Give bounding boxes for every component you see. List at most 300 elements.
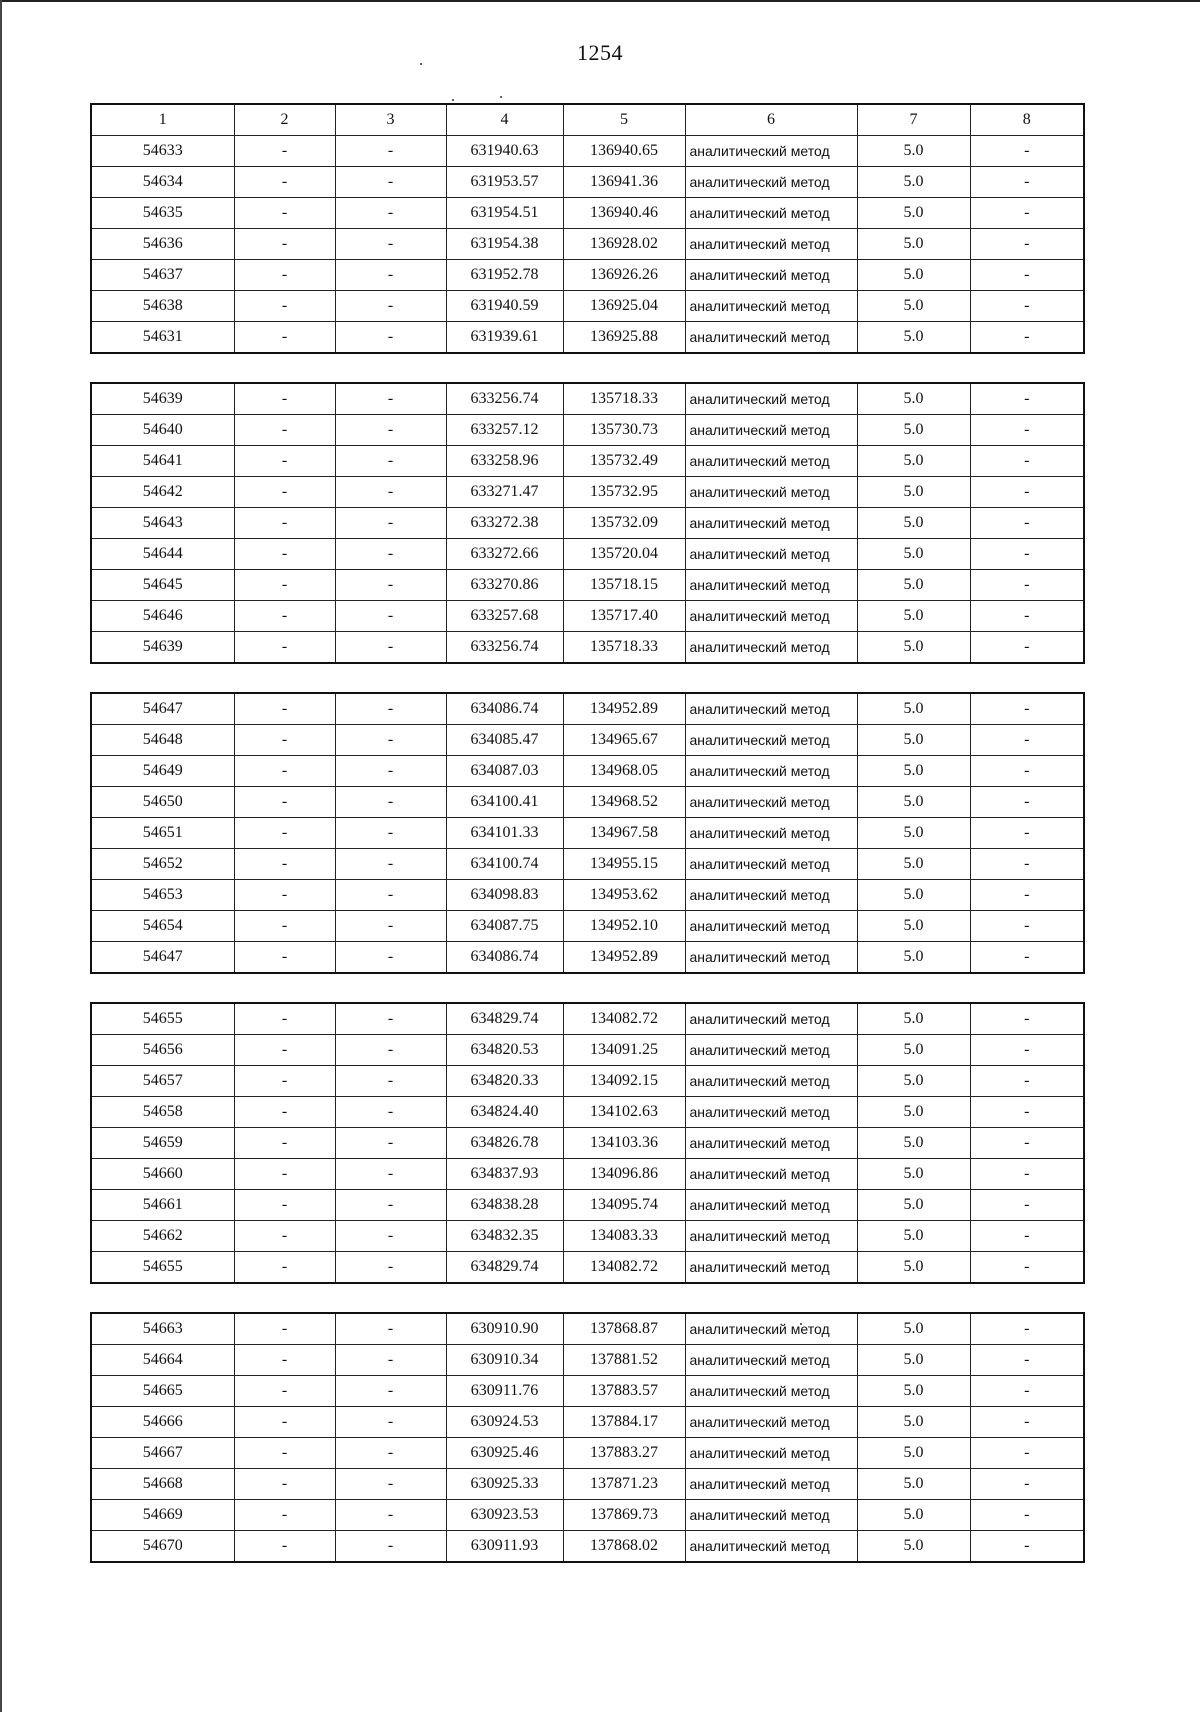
cell-col-8: - xyxy=(970,787,1084,818)
table-row xyxy=(91,1035,1084,1066)
cell-point-number: 54636 xyxy=(91,229,234,260)
cell-col-8: - xyxy=(970,1190,1084,1221)
cell-point-number: 54634 xyxy=(91,167,234,198)
cell-point-number: 54641 xyxy=(91,446,234,477)
cell-coord-x: 631952.78 xyxy=(446,260,563,291)
cell-col-8: - xyxy=(970,818,1084,849)
cell-point-number: 54644 xyxy=(91,539,234,570)
table-row xyxy=(91,1252,1084,1284)
cell-col-2: - xyxy=(234,477,335,508)
table-row xyxy=(91,1531,1084,1563)
cell-method: аналитический метод xyxy=(685,260,857,291)
cell-accuracy: 5.0 xyxy=(857,1376,970,1407)
cell-coord-y: 134091.25 xyxy=(563,1035,685,1066)
cell-col-2: - xyxy=(234,229,335,260)
cell-col-3: - xyxy=(335,1469,446,1500)
cell-method: аналитический метод xyxy=(685,818,857,849)
cell-point-number: 54657 xyxy=(91,1066,234,1097)
cell-col-2: - xyxy=(234,1438,335,1469)
cell-point-number: 54639 xyxy=(91,632,234,664)
cell-col-3: - xyxy=(335,1159,446,1190)
cell-col-2: - xyxy=(234,880,335,911)
cell-accuracy: 5.0 xyxy=(857,1500,970,1531)
cell-col-3: - xyxy=(335,477,446,508)
cell-point-number: 54658 xyxy=(91,1097,234,1128)
cell-col-3: - xyxy=(335,1438,446,1469)
cell-coord-y: 134965.67 xyxy=(563,725,685,756)
cell-method: аналитический метод xyxy=(685,167,857,198)
cell-col-2: - xyxy=(234,1252,335,1284)
block-gap xyxy=(90,974,1083,1002)
cell-accuracy: 5.0 xyxy=(857,756,970,787)
column-header: 4 xyxy=(446,104,563,136)
cell-coord-y: 134092.15 xyxy=(563,1066,685,1097)
cell-coord-x: 634101.33 xyxy=(446,818,563,849)
cell-point-number: 54653 xyxy=(91,880,234,911)
cell-method: аналитический метод xyxy=(685,1035,857,1066)
cell-method: аналитический метод xyxy=(685,198,857,229)
cell-method: аналитический метод xyxy=(685,1252,857,1284)
cell-accuracy: 5.0 xyxy=(857,880,970,911)
cell-coord-y: 137883.57 xyxy=(563,1376,685,1407)
cell-col-3: - xyxy=(335,1003,446,1035)
table-row xyxy=(91,725,1084,756)
cell-accuracy: 5.0 xyxy=(857,136,970,167)
cell-coord-y: 136941.36 xyxy=(563,167,685,198)
table-row xyxy=(91,260,1084,291)
cell-col-3: - xyxy=(335,167,446,198)
table-row xyxy=(91,1313,1084,1345)
column-header: 8 xyxy=(970,104,1084,136)
cell-accuracy: 5.0 xyxy=(857,539,970,570)
cell-accuracy: 5.0 xyxy=(857,322,970,354)
cell-col-3: - xyxy=(335,383,446,415)
cell-accuracy: 5.0 xyxy=(857,1128,970,1159)
cell-point-number: 54655 xyxy=(91,1252,234,1284)
cell-coord-x: 631954.51 xyxy=(446,198,563,229)
cell-point-number: 54661 xyxy=(91,1190,234,1221)
cell-accuracy: 5.0 xyxy=(857,1407,970,1438)
cell-method: аналитический метод xyxy=(685,693,857,725)
table-row xyxy=(91,415,1084,446)
cell-accuracy: 5.0 xyxy=(857,601,970,632)
cell-col-3: - xyxy=(335,136,446,167)
cell-coord-y: 134083.33 xyxy=(563,1221,685,1252)
cell-col-2: - xyxy=(234,1407,335,1438)
cell-col-3: - xyxy=(335,1376,446,1407)
page-border-left xyxy=(0,0,2,1712)
cell-coord-y: 134952.10 xyxy=(563,911,685,942)
cell-method: аналитический метод xyxy=(685,322,857,354)
cell-col-8: - xyxy=(970,1097,1084,1128)
cell-col-8: - xyxy=(970,1531,1084,1563)
cell-coord-x: 631940.59 xyxy=(446,291,563,322)
cell-col-3: - xyxy=(335,787,446,818)
cell-accuracy: 5.0 xyxy=(857,1003,970,1035)
cell-col-3: - xyxy=(335,1407,446,1438)
table-row xyxy=(91,911,1084,942)
cell-coord-x: 633270.86 xyxy=(446,570,563,601)
cell-coord-x: 633272.66 xyxy=(446,539,563,570)
table-row xyxy=(91,1345,1084,1376)
cell-accuracy: 5.0 xyxy=(857,1438,970,1469)
cell-col-8: - xyxy=(970,570,1084,601)
cell-coord-x: 634085.47 xyxy=(446,725,563,756)
block-gap xyxy=(90,1284,1083,1312)
cell-coord-y: 135718.33 xyxy=(563,632,685,664)
cell-coord-x: 634820.53 xyxy=(446,1035,563,1066)
cell-point-number: 54662 xyxy=(91,1221,234,1252)
cell-col-3: - xyxy=(335,849,446,880)
cell-point-number: 54664 xyxy=(91,1345,234,1376)
cell-accuracy: 5.0 xyxy=(857,849,970,880)
cell-col-3: - xyxy=(335,1221,446,1252)
cell-point-number: 54665 xyxy=(91,1376,234,1407)
cell-accuracy: 5.0 xyxy=(857,1035,970,1066)
cell-col-3: - xyxy=(335,415,446,446)
cell-col-3: - xyxy=(335,601,446,632)
cell-accuracy: 5.0 xyxy=(857,1252,970,1284)
cell-method: аналитический метод xyxy=(685,1469,857,1500)
cell-accuracy: 5.0 xyxy=(857,260,970,291)
cell-col-3: - xyxy=(335,508,446,539)
cell-col-2: - xyxy=(234,198,335,229)
cell-coord-y: 134103.36 xyxy=(563,1128,685,1159)
cell-point-number: 54646 xyxy=(91,601,234,632)
cell-coord-y: 136925.04 xyxy=(563,291,685,322)
cell-method: аналитический метод xyxy=(685,1190,857,1221)
cell-point-number: 54647 xyxy=(91,693,234,725)
cell-col-2: - xyxy=(234,291,335,322)
cell-method: аналитический метод xyxy=(685,849,857,880)
cell-point-number: 54633 xyxy=(91,136,234,167)
table-block xyxy=(90,1312,1085,1563)
cell-col-8: - xyxy=(970,942,1084,974)
cell-coord-y: 135732.09 xyxy=(563,508,685,539)
cell-col-3: - xyxy=(335,1252,446,1284)
cell-method: аналитический метод xyxy=(685,1221,857,1252)
table-row xyxy=(91,539,1084,570)
cell-point-number: 54642 xyxy=(91,477,234,508)
cell-col-8: - xyxy=(970,1407,1084,1438)
cell-col-3: - xyxy=(335,260,446,291)
table-row xyxy=(91,693,1084,725)
cell-col-3: - xyxy=(335,693,446,725)
cell-accuracy: 5.0 xyxy=(857,477,970,508)
cell-coord-x: 633258.96 xyxy=(446,446,563,477)
cell-col-8: - xyxy=(970,1159,1084,1190)
cell-coord-y: 134953.62 xyxy=(563,880,685,911)
cell-coord-y: 135718.15 xyxy=(563,570,685,601)
cell-col-8: - xyxy=(970,849,1084,880)
cell-coord-y: 135732.95 xyxy=(563,477,685,508)
cell-method: аналитический метод xyxy=(685,1128,857,1159)
table-row xyxy=(91,849,1084,880)
table-row xyxy=(91,1221,1084,1252)
cell-col-3: - xyxy=(335,291,446,322)
cell-col-8: - xyxy=(970,1500,1084,1531)
cell-col-2: - xyxy=(234,415,335,446)
table-row xyxy=(91,198,1084,229)
cell-coord-y: 135730.73 xyxy=(563,415,685,446)
cell-col-3: - xyxy=(335,756,446,787)
table-row xyxy=(91,601,1084,632)
table-row xyxy=(91,508,1084,539)
table-row xyxy=(91,1500,1084,1531)
cell-coord-x: 630924.53 xyxy=(446,1407,563,1438)
cell-coord-y: 134102.63 xyxy=(563,1097,685,1128)
table-row xyxy=(91,229,1084,260)
cell-col-3: - xyxy=(335,1128,446,1159)
table-row xyxy=(91,1128,1084,1159)
column-header: 1 xyxy=(91,104,234,136)
cell-col-8: - xyxy=(970,260,1084,291)
cell-point-number: 54670 xyxy=(91,1531,234,1563)
cell-coord-y: 134095.74 xyxy=(563,1190,685,1221)
cell-col-8: - xyxy=(970,415,1084,446)
cell-coord-x: 633257.68 xyxy=(446,601,563,632)
cell-coord-y: 136926.26 xyxy=(563,260,685,291)
cell-col-3: - xyxy=(335,1035,446,1066)
cell-col-2: - xyxy=(234,787,335,818)
cell-col-8: - xyxy=(970,1128,1084,1159)
cell-accuracy: 5.0 xyxy=(857,1097,970,1128)
cell-col-2: - xyxy=(234,136,335,167)
cell-point-number: 54637 xyxy=(91,260,234,291)
cell-coord-y: 134082.72 xyxy=(563,1003,685,1035)
cell-accuracy: 5.0 xyxy=(857,911,970,942)
page-number: 1254 xyxy=(577,40,623,65)
cell-accuracy: 5.0 xyxy=(857,1345,970,1376)
cell-col-2: - xyxy=(234,1376,335,1407)
table-row xyxy=(91,570,1084,601)
cell-point-number: 54659 xyxy=(91,1128,234,1159)
cell-method: аналитический метод xyxy=(685,787,857,818)
table-row xyxy=(91,1376,1084,1407)
cell-accuracy: 5.0 xyxy=(857,1313,970,1345)
cell-coord-x: 630910.34 xyxy=(446,1345,563,1376)
cell-point-number: 54635 xyxy=(91,198,234,229)
cell-coord-x: 634820.33 xyxy=(446,1066,563,1097)
column-header: 3 xyxy=(335,104,446,136)
cell-col-8: - xyxy=(970,725,1084,756)
cell-col-2: - xyxy=(234,911,335,942)
cell-coord-y: 134968.52 xyxy=(563,787,685,818)
coordinates-table xyxy=(90,103,1083,1563)
table-row xyxy=(91,787,1084,818)
table-row xyxy=(91,1438,1084,1469)
cell-col-2: - xyxy=(234,383,335,415)
cell-col-8: - xyxy=(970,632,1084,664)
cell-coord-x: 631939.61 xyxy=(446,322,563,354)
cell-point-number: 54650 xyxy=(91,787,234,818)
cell-method: аналитический метод xyxy=(685,756,857,787)
cell-coord-x: 634100.74 xyxy=(446,849,563,880)
cell-point-number: 54660 xyxy=(91,1159,234,1190)
cell-col-8: - xyxy=(970,1221,1084,1252)
cell-method: аналитический метод xyxy=(685,725,857,756)
cell-coord-y: 134952.89 xyxy=(563,942,685,974)
cell-method: аналитический метод xyxy=(685,1003,857,1035)
cell-col-2: - xyxy=(234,601,335,632)
cell-method: аналитический метод xyxy=(685,1066,857,1097)
cell-col-3: - xyxy=(335,1345,446,1376)
cell-accuracy: 5.0 xyxy=(857,1469,970,1500)
cell-col-3: - xyxy=(335,1531,446,1563)
cell-col-2: - xyxy=(234,693,335,725)
cell-method: аналитический метод xyxy=(685,291,857,322)
cell-coord-y: 136940.65 xyxy=(563,136,685,167)
cell-method: аналитический метод xyxy=(685,1500,857,1531)
cell-coord-x: 634838.28 xyxy=(446,1190,563,1221)
cell-method: аналитический метод xyxy=(685,136,857,167)
cell-col-3: - xyxy=(335,725,446,756)
cell-point-number: 54655 xyxy=(91,1003,234,1035)
cell-col-3: - xyxy=(335,570,446,601)
cell-accuracy: 5.0 xyxy=(857,446,970,477)
cell-accuracy: 5.0 xyxy=(857,632,970,664)
scan-speck xyxy=(420,63,422,65)
cell-method: аналитический метод xyxy=(685,539,857,570)
cell-accuracy: 5.0 xyxy=(857,725,970,756)
cell-col-2: - xyxy=(234,1097,335,1128)
cell-coord-y: 134082.72 xyxy=(563,1252,685,1284)
cell-col-8: - xyxy=(970,1376,1084,1407)
table-row xyxy=(91,632,1084,664)
cell-coord-x: 633257.12 xyxy=(446,415,563,446)
cell-coord-x: 633256.74 xyxy=(446,632,563,664)
cell-method: аналитический метод xyxy=(685,632,857,664)
cell-accuracy: 5.0 xyxy=(857,818,970,849)
cell-col-3: - xyxy=(335,446,446,477)
cell-accuracy: 5.0 xyxy=(857,508,970,539)
cell-accuracy: 5.0 xyxy=(857,167,970,198)
scan-speck xyxy=(452,99,454,101)
cell-col-2: - xyxy=(234,1345,335,1376)
cell-point-number: 54652 xyxy=(91,849,234,880)
cell-col-2: - xyxy=(234,1469,335,1500)
cell-point-number: 54643 xyxy=(91,508,234,539)
cell-col-3: - xyxy=(335,911,446,942)
cell-col-3: - xyxy=(335,229,446,260)
cell-col-8: - xyxy=(970,911,1084,942)
table-row xyxy=(91,383,1084,415)
cell-method: аналитический метод xyxy=(685,1438,857,1469)
cell-point-number: 54645 xyxy=(91,570,234,601)
cell-col-2: - xyxy=(234,1313,335,1345)
cell-col-2: - xyxy=(234,849,335,880)
cell-accuracy: 5.0 xyxy=(857,570,970,601)
cell-coord-x: 630923.53 xyxy=(446,1500,563,1531)
cell-method: аналитический метод xyxy=(685,477,857,508)
cell-coord-y: 135717.40 xyxy=(563,601,685,632)
cell-col-2: - xyxy=(234,1159,335,1190)
cell-coord-x: 634837.93 xyxy=(446,1159,563,1190)
cell-coord-x: 634832.35 xyxy=(446,1221,563,1252)
cell-point-number: 54648 xyxy=(91,725,234,756)
cell-col-8: - xyxy=(970,539,1084,570)
cell-coord-x: 631940.63 xyxy=(446,136,563,167)
column-header: 5 xyxy=(563,104,685,136)
cell-col-8: - xyxy=(970,601,1084,632)
cell-col-2: - xyxy=(234,818,335,849)
cell-col-2: - xyxy=(234,539,335,570)
cell-coord-x: 634086.74 xyxy=(446,693,563,725)
cell-point-number: 54656 xyxy=(91,1035,234,1066)
cell-coord-y: 135720.04 xyxy=(563,539,685,570)
cell-col-8: - xyxy=(970,322,1084,354)
cell-col-2: - xyxy=(234,322,335,354)
cell-coord-y: 135718.33 xyxy=(563,383,685,415)
page-border-top xyxy=(0,0,1200,2)
cell-method: аналитический метод xyxy=(685,1313,857,1345)
cell-coord-x: 631954.38 xyxy=(446,229,563,260)
header-row xyxy=(91,104,1084,136)
cell-method: аналитический метод xyxy=(685,415,857,446)
cell-col-2: - xyxy=(234,1190,335,1221)
cell-col-8: - xyxy=(970,1438,1084,1469)
cell-col-8: - xyxy=(970,693,1084,725)
cell-col-2: - xyxy=(234,942,335,974)
scan-speck xyxy=(500,96,502,98)
cell-coord-x: 634829.74 xyxy=(446,1252,563,1284)
cell-point-number: 54663 xyxy=(91,1313,234,1345)
cell-col-3: - xyxy=(335,1190,446,1221)
cell-col-2: - xyxy=(234,260,335,291)
table-block xyxy=(90,103,1085,354)
block-gap xyxy=(90,664,1083,692)
table-row xyxy=(91,1097,1084,1128)
cell-coord-x: 633272.38 xyxy=(446,508,563,539)
cell-col-2: - xyxy=(234,1500,335,1531)
cell-coord-y: 136928.02 xyxy=(563,229,685,260)
cell-col-8: - xyxy=(970,756,1084,787)
cell-coord-y: 137884.17 xyxy=(563,1407,685,1438)
table-row xyxy=(91,322,1084,354)
cell-col-8: - xyxy=(970,229,1084,260)
table-row xyxy=(91,477,1084,508)
cell-col-8: - xyxy=(970,1035,1084,1066)
cell-accuracy: 5.0 xyxy=(857,693,970,725)
cell-coord-y: 137868.02 xyxy=(563,1531,685,1563)
cell-col-2: - xyxy=(234,508,335,539)
table-block xyxy=(90,692,1085,974)
column-header: 6 xyxy=(685,104,857,136)
cell-coord-y: 134955.15 xyxy=(563,849,685,880)
cell-col-3: - xyxy=(335,1097,446,1128)
cell-col-8: - xyxy=(970,880,1084,911)
cell-col-3: - xyxy=(335,198,446,229)
cell-col-8: - xyxy=(970,508,1084,539)
cell-method: аналитический метод xyxy=(685,1345,857,1376)
cell-coord-x: 631953.57 xyxy=(446,167,563,198)
cell-col-8: - xyxy=(970,446,1084,477)
table-row xyxy=(91,818,1084,849)
cell-coord-x: 630911.76 xyxy=(446,1376,563,1407)
cell-col-2: - xyxy=(234,1128,335,1159)
cell-coord-x: 633256.74 xyxy=(446,383,563,415)
cell-point-number: 54651 xyxy=(91,818,234,849)
cell-accuracy: 5.0 xyxy=(857,229,970,260)
cell-method: аналитический метод xyxy=(685,1097,857,1128)
cell-col-8: - xyxy=(970,1003,1084,1035)
cell-method: аналитический метод xyxy=(685,880,857,911)
cell-col-8: - xyxy=(970,1252,1084,1284)
cell-coord-x: 634086.74 xyxy=(446,942,563,974)
cell-coord-y: 134967.58 xyxy=(563,818,685,849)
cell-col-2: - xyxy=(234,446,335,477)
cell-coord-y: 137868.87 xyxy=(563,1313,685,1345)
